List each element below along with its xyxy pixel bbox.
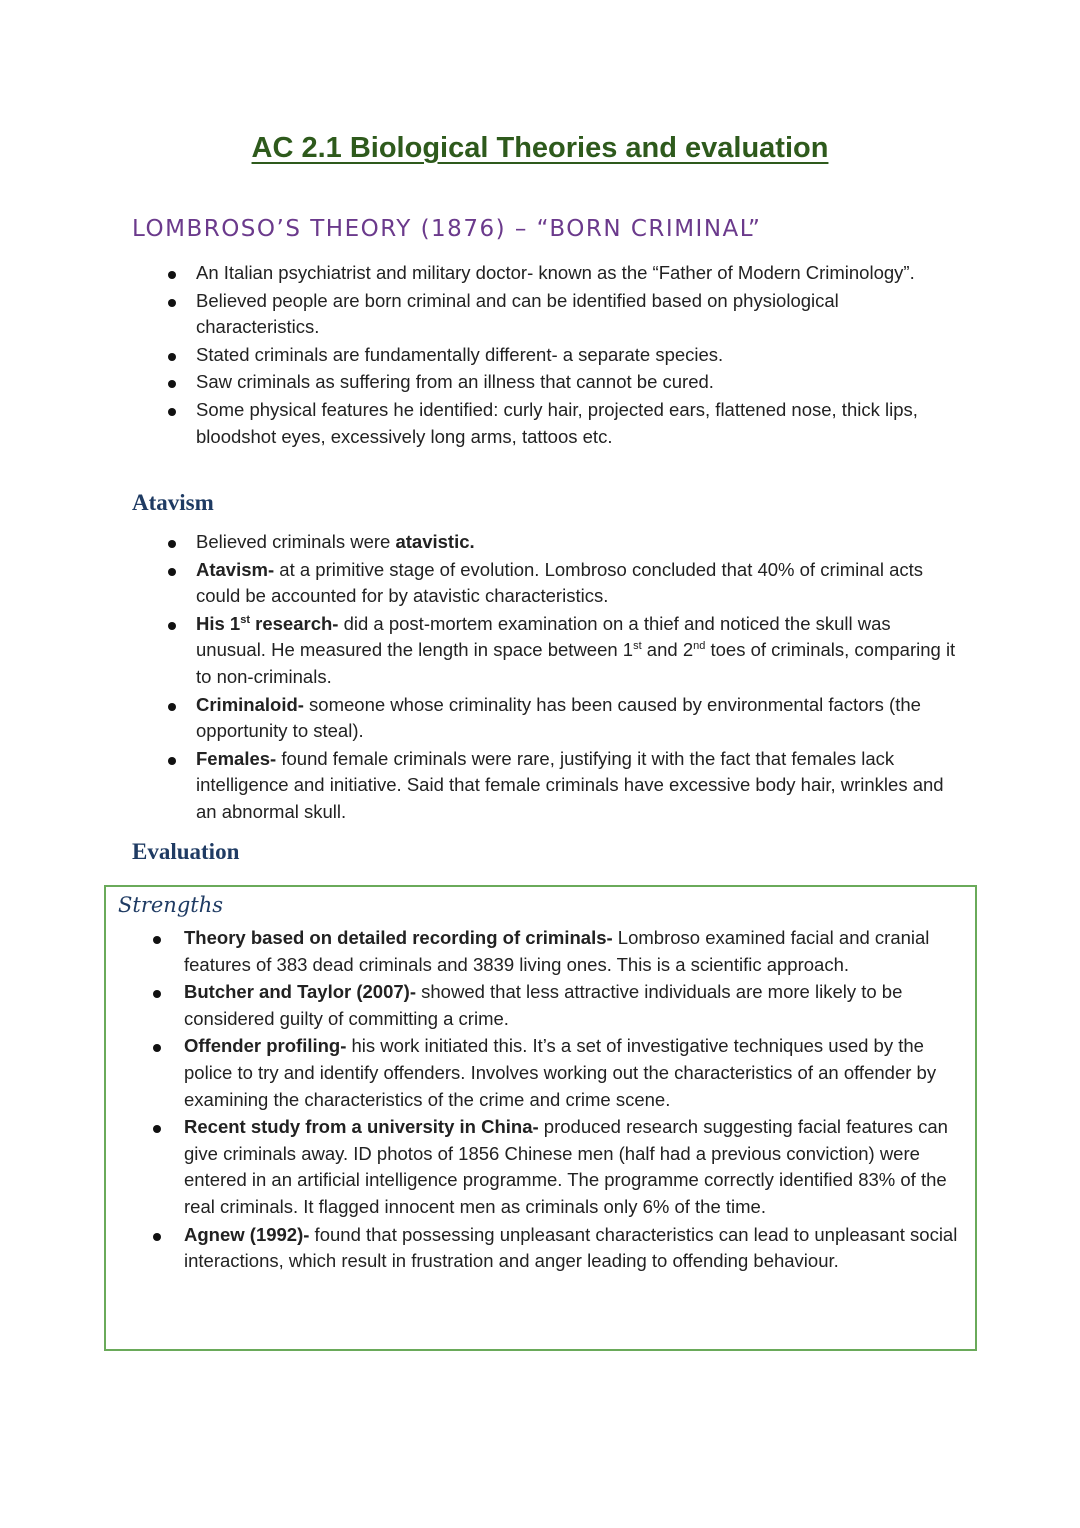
list-item: Some physical features he identified: curly hair, projected ears, flattened nose, thick lips, bloodshot eyes, excessively long arms, tattoos etc.	[196, 397, 956, 450]
bullet-dot-icon	[168, 408, 176, 416]
list-item: An Italian psychiatrist and military doctor- known as the “Father of Modern Criminology”.	[196, 260, 956, 287]
list-item: Stated criminals are fundamentally different- a separate species.	[196, 342, 956, 369]
bullet-dot-icon	[168, 540, 176, 548]
bullet-dot-icon	[168, 271, 176, 279]
lombroso-bullet-list	[196, 260, 956, 451]
strengths-label: Strengths	[118, 893, 223, 917]
list-item: Females- found female criminals were rare, justifying it with the fact that females lack intelligence and initiative. Said that female criminals have excessive body hair, wrinkles and an abnormal skull.	[196, 746, 956, 826]
list-item: Theory based on detailed recording of criminals- Lombroso examined facial and cranial features of 383 dead criminals and 3839 living ones. This is a scientific approach.	[184, 925, 964, 978]
bullet-dot-icon	[168, 622, 176, 630]
bullet-dot-icon	[168, 568, 176, 576]
list-item: Agnew (1992)- found that possessing unpleasant characteristics can lead to unpleasant social interactions, which result in frustration and anger leading to offending behaviour.	[184, 1222, 964, 1275]
bullet-dot-icon	[153, 1233, 161, 1241]
list-item: Saw criminals as suffering from an illness that cannot be cured.	[196, 369, 956, 396]
bullet-dot-icon	[168, 757, 176, 765]
atavism-heading: Atavism	[132, 490, 214, 515]
evaluation-heading: Evaluation	[132, 839, 240, 864]
list-item: Believed criminals were atavistic.	[196, 529, 956, 556]
atavism-bullet-list	[196, 529, 956, 827]
list-item: Criminaloid- someone whose criminality has been caused by environmental factors (the opportunity to steal).	[196, 692, 956, 745]
bullet-dot-icon	[168, 353, 176, 361]
bullet-dot-icon	[168, 703, 176, 711]
bullet-dot-icon	[168, 380, 176, 388]
list-item: Believed people are born criminal and can be identified based on physiological characteristics.	[196, 288, 956, 341]
list-item: His 1st research- did a post-mortem examination on a thief and noticed the skull was unusual. He measured the length in space between 1st and 2nd toes of criminals, comparing it to non-criminals.	[196, 611, 956, 691]
list-item: Recent study from a university in China- produced research suggesting facial features can give criminals away. ID photos of 1856 Chinese men (half had a previous conviction) were entered in an artificial intelligence programme. The programme correctly identified 83% of the real criminals. It flagged innocent men as criminals only 6% of the time.	[184, 1114, 964, 1220]
page-title: AC 2.1 Biological Theories and evaluation	[251, 132, 829, 164]
bullet-dot-icon	[153, 936, 161, 944]
strengths-bullet-list	[184, 925, 964, 1276]
bullet-dot-icon	[168, 299, 176, 307]
lombroso-heading: LOMBROSO’S THEORY (1876) – “BORN CRIMINAL”	[132, 216, 762, 242]
list-item: Atavism- at a primitive stage of evolution. Lombroso concluded that 40% of criminal acts could be accounted for by atavistic characteristics.	[196, 557, 956, 610]
list-item: Offender profiling- his work initiated this. It’s a set of investigative techniques used by the police to try and identify offenders. Involves working out the characteristics of an offender by examining the characteristics of the crime and crime scene.	[184, 1033, 964, 1113]
list-item: Butcher and Taylor (2007)- showed that less attractive individuals are more likely to be considered guilty of committing a crime.	[184, 979, 964, 1032]
